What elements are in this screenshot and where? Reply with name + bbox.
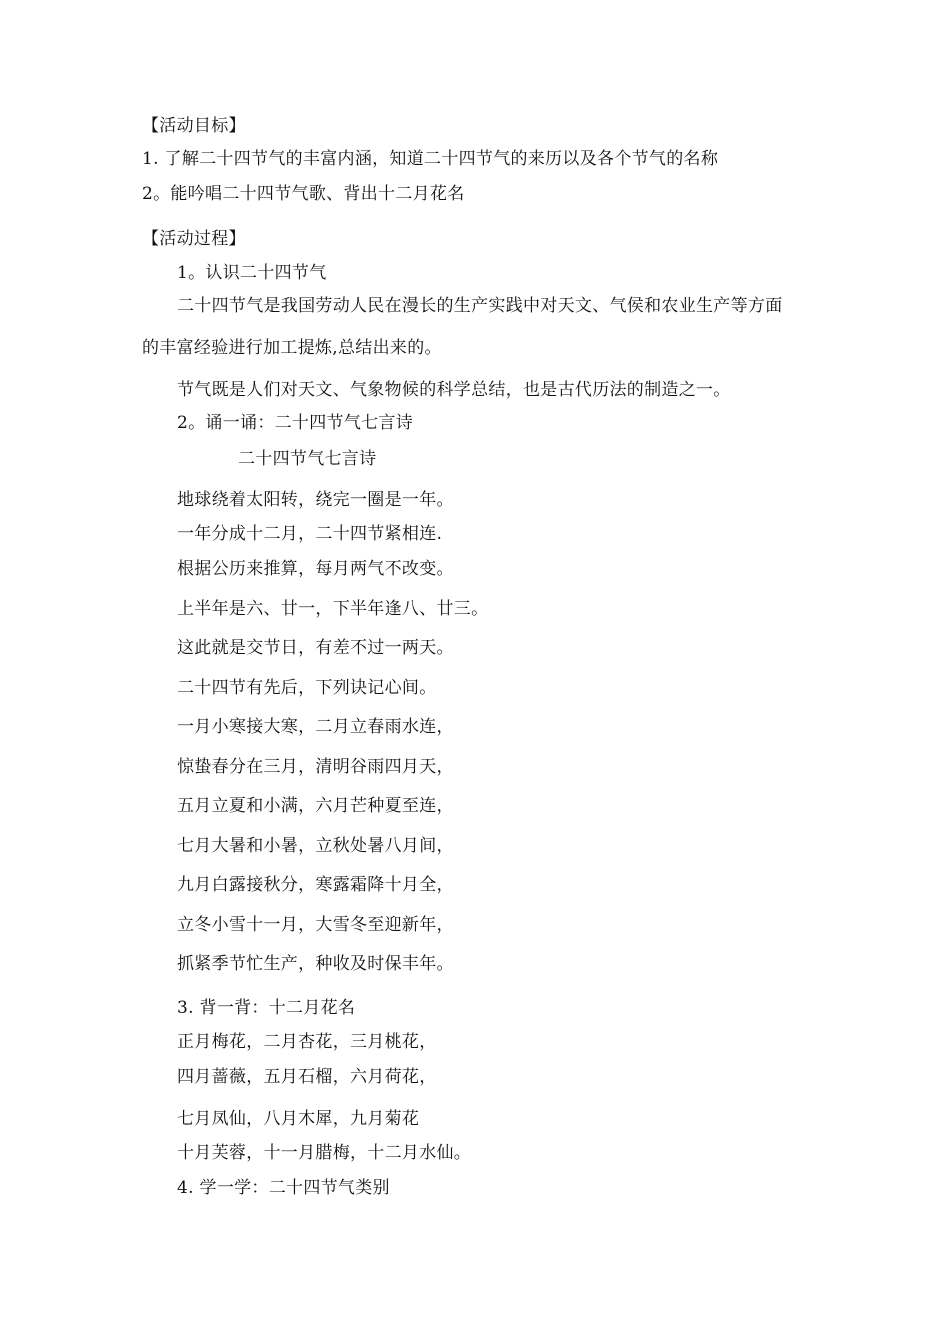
goals-heading: 【活动目标】 <box>142 116 246 136</box>
paragraph-2: 节气既是人们对天文、气象物候的科学总结，也是古代历法的制造之一。 <box>177 380 731 400</box>
step4-title: 4. 学一学：二十四节气类别 <box>177 1178 390 1198</box>
poem-line: 二十四节有先后，下列诀记心间。 <box>177 678 437 698</box>
poem-line: 五月立夏和小满，六月芒种夏至连， <box>177 796 454 816</box>
poem-line: 七月大暑和小暑，立秋处暑八月间， <box>177 836 454 856</box>
paragraph-1-line-2: 的丰富经验进行加工提炼,总结出来的。 <box>142 338 442 358</box>
process-heading: 【活动过程】 <box>142 229 246 249</box>
goal-item-1: 1. 了解二十四节气的丰富内涵，知道二十四节气的来历以及各个节气的名称 <box>142 149 719 169</box>
flower-line: 七月凤仙，八月木犀，九月菊花 <box>177 1109 420 1129</box>
flower-line: 四月蔷薇，五月石榴，六月荷花， <box>177 1067 437 1087</box>
flower-line: 十月芙蓉，十一月腊梅，十二月水仙。 <box>177 1143 472 1163</box>
poem-line: 九月白露接秋分，寒露霜降十月全， <box>177 875 454 895</box>
poem-line: 抓紧季节忙生产，种收及时保丰年。 <box>177 954 454 974</box>
poem-title: 二十四节气七言诗 <box>238 449 377 469</box>
step2-title: 2。诵一诵：二十四节气七言诗 <box>177 413 414 433</box>
poem-line: 根据公历来推算，每月两气不改变。 <box>177 559 454 579</box>
poem-line: 上半年是六、廿一，下半年逢八、廿三。 <box>177 599 489 619</box>
paragraph-1-line-1: 二十四节气是我国劳动人民在漫长的生产实践中对天文、气侯和农业生产等方面 <box>177 296 783 316</box>
step1-title: 1。认识二十四节气 <box>177 263 327 283</box>
poem-line: 这此就是交节日，有差不过一两天。 <box>177 638 454 658</box>
flower-line: 正月梅花，二月杏花，三月桃花， <box>177 1032 437 1052</box>
poem-line: 一年分成十二月，二十四节紧相连. <box>177 524 443 544</box>
poem-line: 地球绕着太阳转，绕完一圈是一年。 <box>177 490 454 510</box>
poem-line: 一月小寒接大寒，二月立春雨水连， <box>177 717 454 737</box>
step3-title: 3. 背一背：十二月花名 <box>177 998 356 1018</box>
poem-line: 惊蛰春分在三月，清明谷雨四月天， <box>177 757 454 777</box>
poem-line: 立冬小雪十一月，大雪冬至迎新年， <box>177 915 454 935</box>
goal-item-2: 2。能吟唱二十四节气歌、背出十二月花名 <box>142 184 465 204</box>
